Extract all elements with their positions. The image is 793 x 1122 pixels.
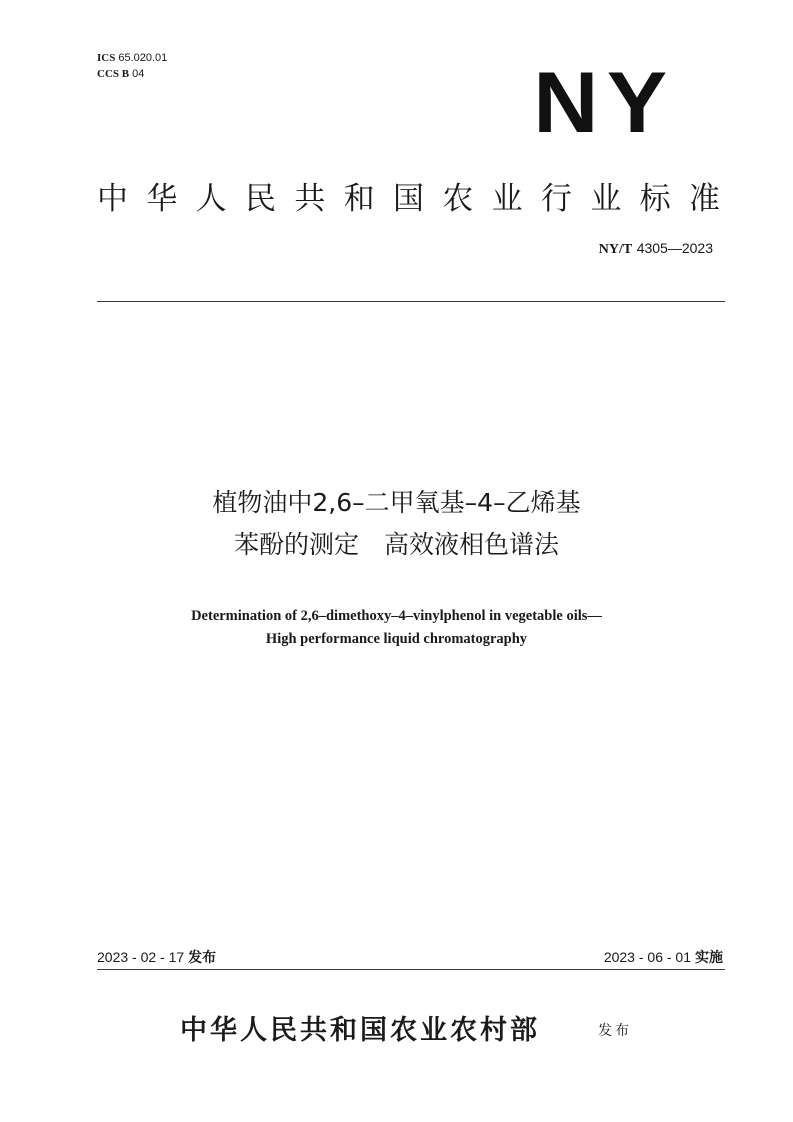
ics-label: ICS [97, 52, 116, 64]
implement-date: 2023 - 06 - 01 [603, 949, 691, 965]
chinese-title-line-2: 苯酚的测定 高效液相色谱法 [233, 530, 559, 559]
issuer-suffix: 发布 [598, 1023, 632, 1039]
english-title [40, 605, 753, 651]
ccs-code [97, 66, 167, 82]
standard-number [599, 240, 713, 258]
standard-number-value: 4305—2023 [636, 240, 713, 256]
classification-codes [97, 50, 167, 82]
issue-date: 2023 - 02 - 17 [97, 949, 185, 965]
issuer-name: 中华人民共和国农业农村部 [180, 1015, 540, 1046]
implement-date-block [604, 947, 723, 967]
top-divider [97, 301, 725, 302]
chinese-title-line-1: 植物油中2,6–二甲氧基–4–乙烯基 [212, 488, 581, 517]
implement-word: 实施 [695, 950, 723, 966]
ics-value: 65.020.01 [118, 52, 168, 64]
english-title-line-1: Determination of 2,6–dimethoxy–4–vinylphenol in vegetable oils— [191, 608, 602, 624]
issue-date-block [97, 947, 216, 967]
bottom-divider [97, 969, 725, 970]
ccs-label: CCS B [97, 68, 130, 80]
ny-logo: NY [532, 55, 675, 151]
ics-code [97, 50, 167, 66]
issue-word: 发布 [188, 950, 217, 966]
standard-number-prefix: NY/T [598, 242, 633, 257]
ccs-value: 04 [132, 68, 145, 80]
standard-category: 中华人民共和国农业行业标准 [97, 181, 725, 217]
chinese-title [40, 482, 753, 566]
english-title-line-2: High performance liquid chromatography [265, 631, 528, 647]
